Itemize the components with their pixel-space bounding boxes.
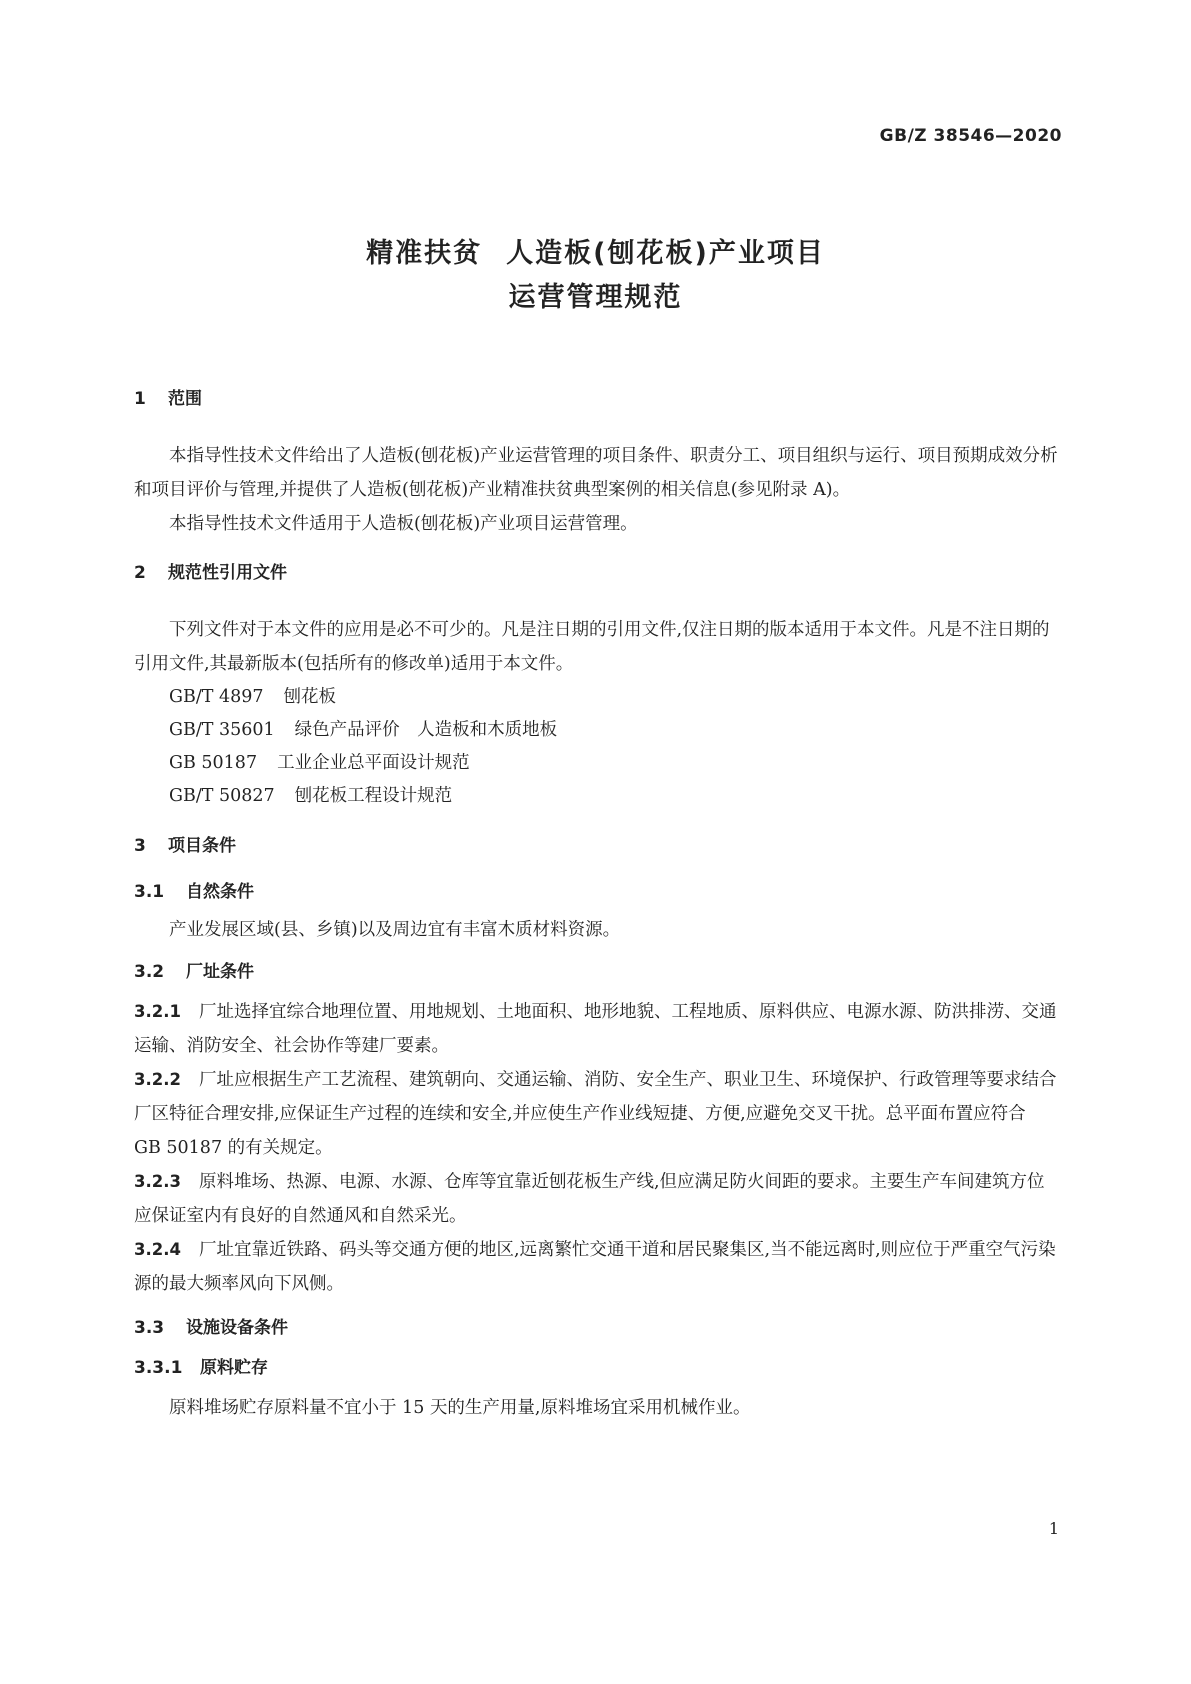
clause	[134, 1233, 1058, 1301]
clause-text: 厂址宜靠近铁路、码头等交通方便的地区,远离繁忙交通干道和居民聚集区,当不能远离时,则应位于严重空气污染源的最大频率风向下风侧。	[134, 1240, 1056, 1294]
reference-title: 刨花板	[283, 687, 337, 707]
clause	[134, 1063, 1058, 1165]
clause-number: 3.2.4	[134, 1240, 181, 1259]
title-line-2: 运营管理规范	[508, 282, 683, 313]
reference-code: GB/T 4897	[169, 687, 264, 707]
reference-code: GB/T 50827	[169, 786, 275, 806]
subsubsection-3-3-1-heading	[134, 1355, 1058, 1381]
subsection-3-3-heading	[134, 1315, 1058, 1341]
section-1-heading	[134, 386, 1058, 412]
reference-code: GB/T 35601	[169, 720, 275, 740]
section-title: 项目条件	[168, 836, 236, 856]
section-title: 范围	[168, 389, 202, 409]
subsection-number: 3.2	[134, 962, 165, 982]
clause	[134, 995, 1058, 1063]
clause-text: 厂址选择宜综合地理位置、用地规划、土地面积、地形地貌、工程地质、原料供应、电源水源、防洪排涝、交通运输、消防安全、社会协作等建厂要素。	[134, 1002, 1057, 1056]
clause-text: 原料堆场、热源、电源、水源、仓库等宜靠近刨花板生产线,但应满足防火间距的要求。主要生产车间建筑方位应保证室内有良好的自然通风和自然采光。	[134, 1172, 1045, 1226]
reference-title: 刨花板工程设计规范	[294, 786, 453, 806]
subsection-3-1-heading	[134, 879, 1058, 905]
title-part-b: 人造板(刨花板)产业项目	[506, 238, 825, 269]
section-number: 1	[134, 389, 146, 409]
subsection-title: 设施设备条件	[186, 1318, 288, 1338]
subsection-title: 自然条件	[186, 882, 254, 902]
reference-code: GB 50187	[169, 753, 258, 773]
paragraph: 下列文件对于本文件的应用是必不可少的。凡是注日期的引用文件,仅注日期的版本适用于本文件。凡是不注日期的引用文件,其最新版本(包括所有的修改单)适用于本文件。	[134, 620, 1050, 674]
title-line-1	[0, 232, 1191, 276]
document-title	[0, 232, 1191, 320]
clause-number: 3.2.2	[134, 1070, 181, 1089]
subsection-number: 3.1	[134, 882, 165, 902]
subsection-number: 3.3	[134, 1318, 165, 1338]
section-title: 规范性引用文件	[168, 563, 287, 583]
paragraph: 本指导性技术文件适用于人造板(刨花板)产业项目运营管理。	[169, 514, 638, 534]
subsection-title: 厂址条件	[186, 962, 254, 982]
paragraph: 原料堆场贮存原料量不宜小于 15 天的生产用量,原料堆场宜采用机械作业。	[169, 1398, 751, 1418]
title-part-a: 精准扶贫	[366, 238, 483, 269]
reference-title: 绿色产品评价 人造板和木质地板	[294, 720, 558, 740]
section-3-heading	[134, 833, 1058, 859]
subsubsection-number: 3.3.1	[134, 1358, 183, 1378]
section-number: 3	[134, 836, 146, 856]
reference-item	[134, 747, 1058, 780]
reference-title: 工业企业总平面设计规范	[277, 753, 470, 773]
subsection-3-2-heading	[134, 959, 1058, 985]
clause	[134, 1165, 1058, 1233]
clause-number: 3.2.3	[134, 1172, 181, 1191]
reference-item	[134, 780, 1058, 813]
reference-item	[134, 714, 1058, 747]
document-body	[134, 386, 1058, 1425]
clause-text: 厂址应根据生产工艺流程、建筑朝向、交通运输、消防、安全生产、职业卫生、环境保护、行政管理等要求结合厂区特征合理安排,应保证生产过程的连续和安全,并应使生产作业线短捷、方便,应避免交叉干扰。总平面布置应符合 GB 50187 的有关规定。	[134, 1070, 1057, 1158]
section-number: 2	[134, 563, 146, 583]
section-2-heading	[134, 560, 1058, 586]
standard-number: GB/Z 38546—2020	[879, 126, 1062, 146]
subsubsection-title: 原料贮存	[200, 1358, 268, 1378]
paragraph: 本指导性技术文件给出了人造板(刨花板)产业运营管理的项目条件、职责分工、项目组织与运行、项目预期成效分析和项目评价与管理,并提供了人造板(刨花板)产业精准扶贫典型案例的相关信息(参见附录 A)。	[134, 446, 1058, 500]
page-number: 1	[1048, 1519, 1059, 1538]
paragraph: 产业发展区域(县、乡镇)以及周边宜有丰富木质材料资源。	[169, 920, 621, 940]
reference-item	[134, 681, 1058, 714]
clause-number: 3.2.1	[134, 1002, 181, 1021]
